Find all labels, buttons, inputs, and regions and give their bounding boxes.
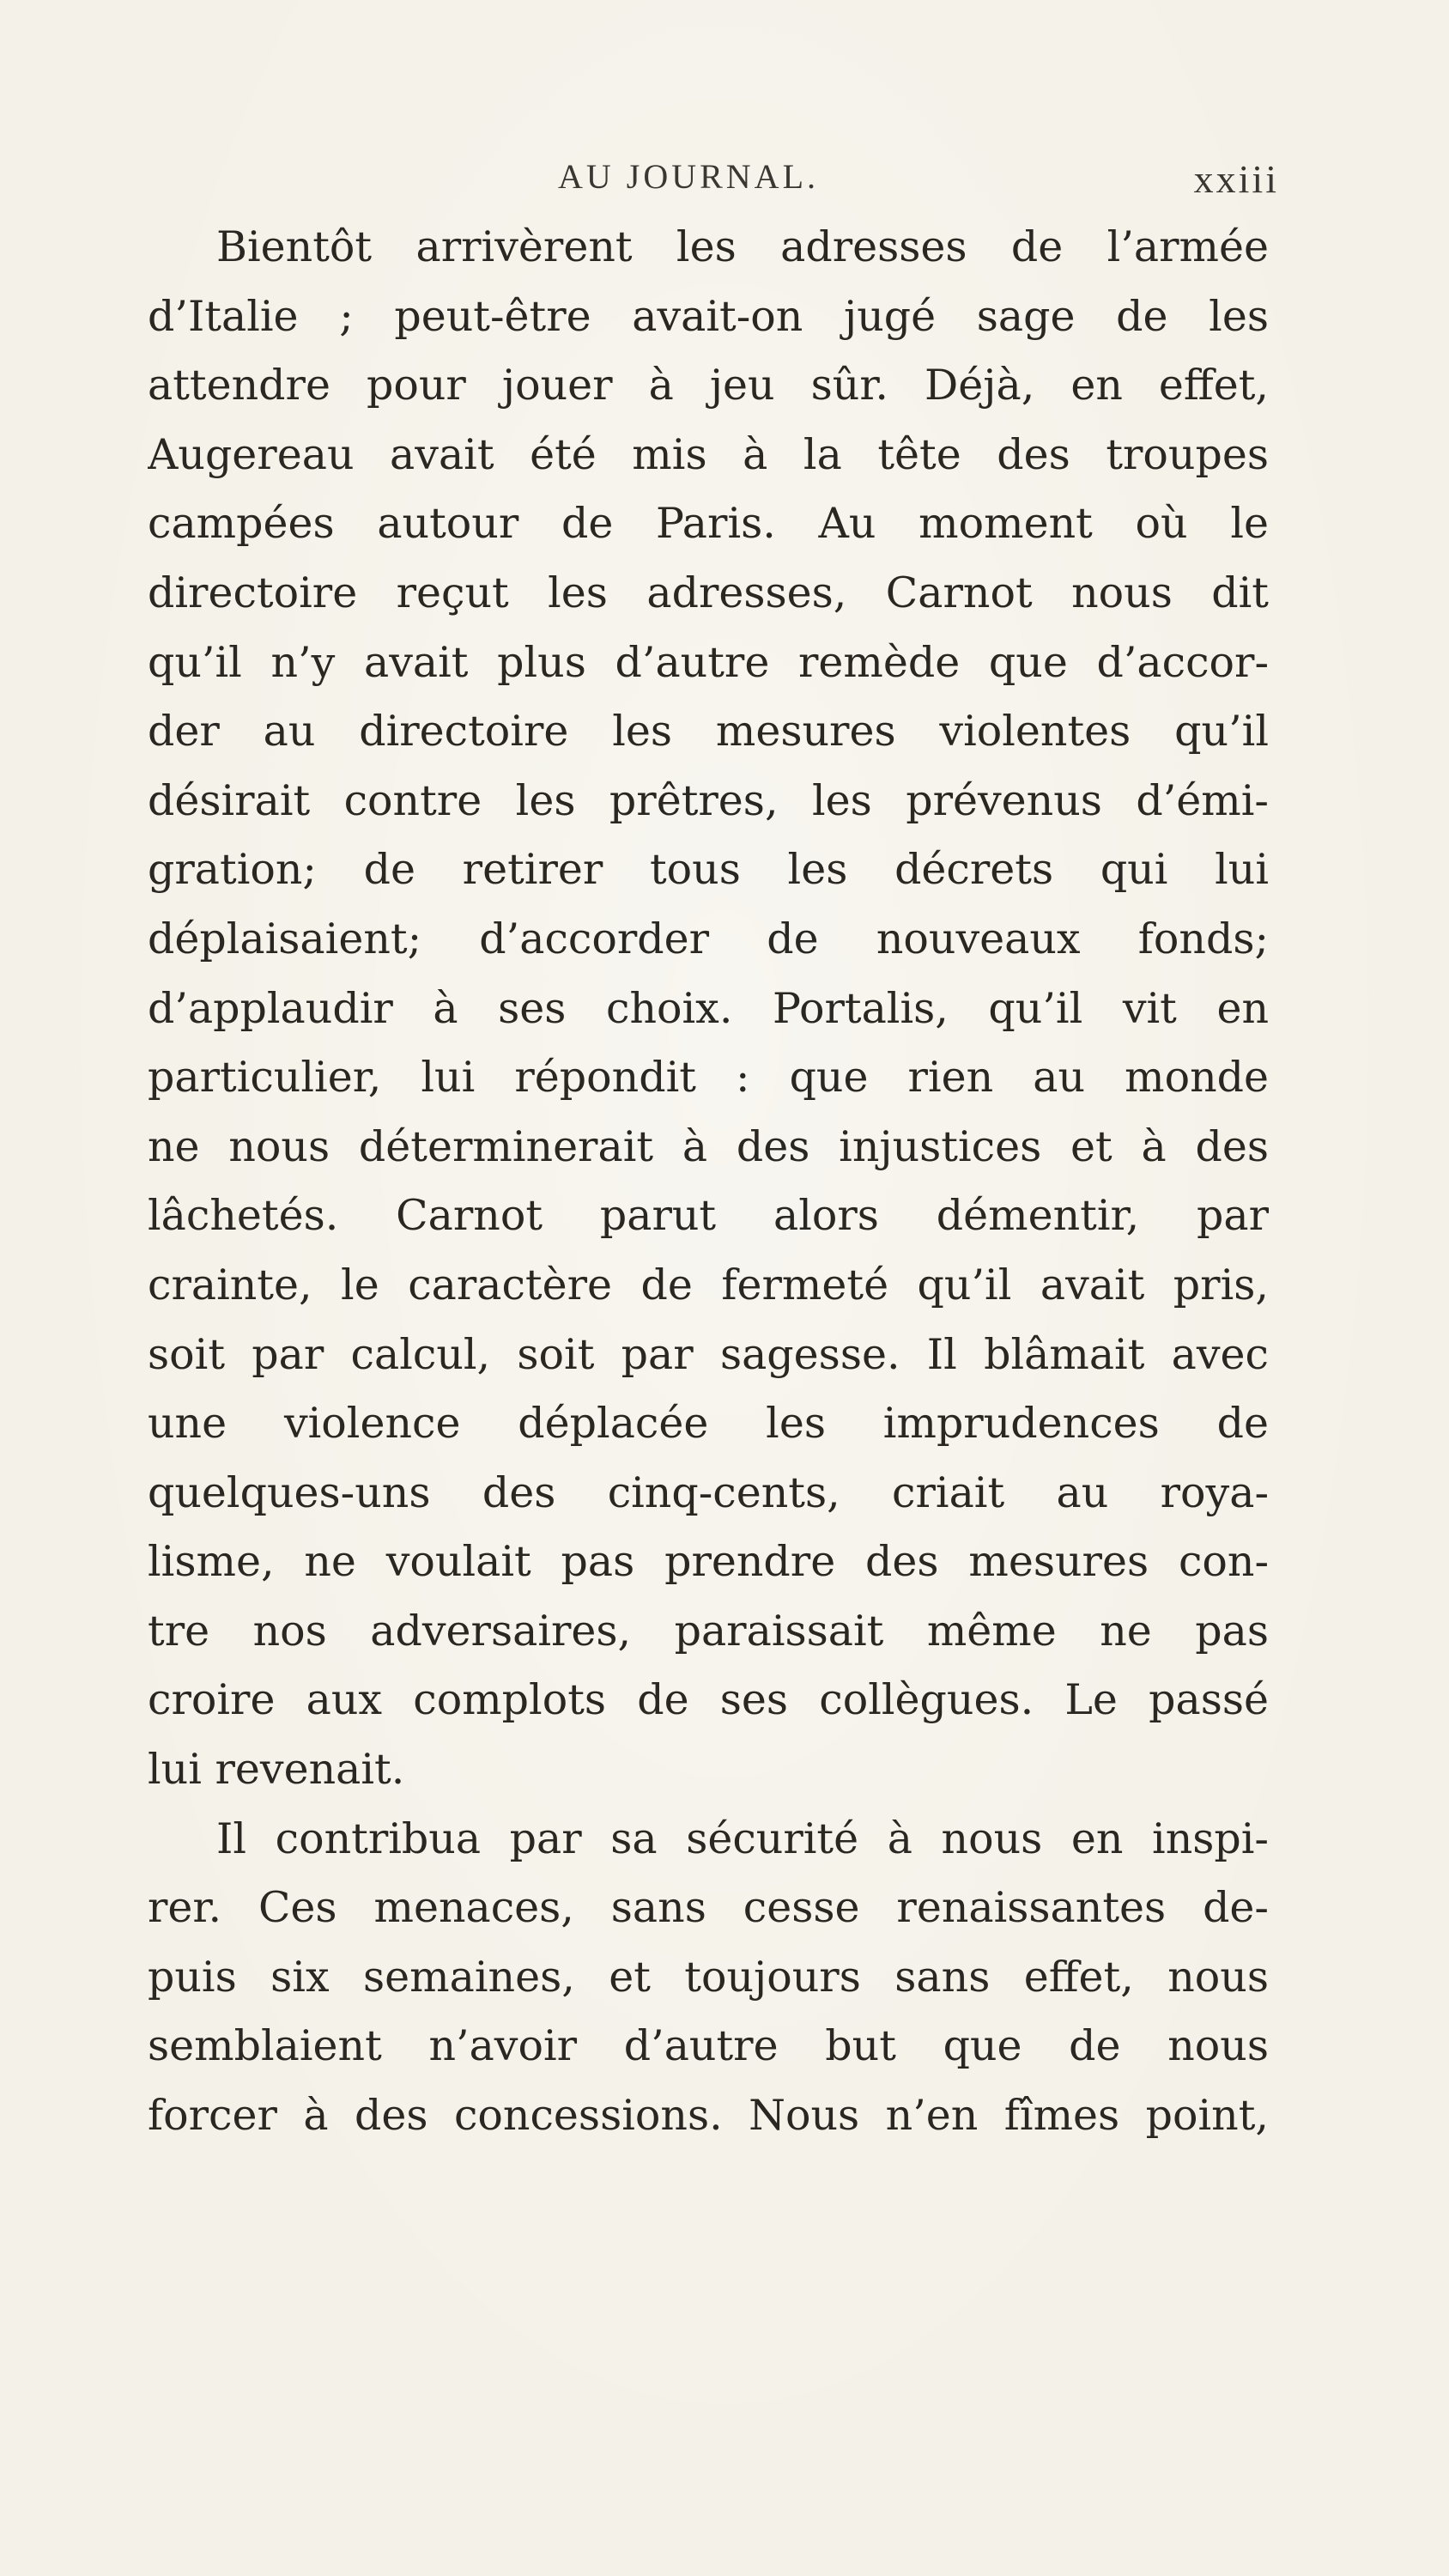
text-line: campées autour de Paris. Au moment où le: [148, 499, 1269, 549]
text-line: qu’il n’y avait plus d’autre remède que d’accor-: [148, 637, 1269, 687]
text-line: particulier, lui répondit : que rien au monde: [148, 1053, 1269, 1103]
text-line: d’Italie ; peut-être avait-on jugé sage de les: [148, 291, 1269, 341]
text-line: Il contribua par sa sécurité à nous en inspi-: [216, 1814, 1269, 1863]
text-line: lui revenait.: [148, 1745, 405, 1795]
text-line: tre nos adversaires, paraissait même ne pas: [148, 1606, 1269, 1656]
text-line: gration; de retirer tous les décrets qui lui: [148, 845, 1269, 895]
text-line: quelques-uns des cinq-cents, criait au roya-: [148, 1467, 1269, 1517]
running-title: AU JOURNAL.: [558, 157, 819, 196]
text-line: directoire reçut les adresses, Carnot nous dit: [148, 568, 1269, 617]
text-line: soit par calcul, soit par sagesse. Il blâmait avec: [148, 1329, 1269, 1379]
text-line: ne nous déterminerait à des injustices et à des: [148, 1121, 1269, 1171]
text-line: puis six semaines, et toujours sans effet, nous: [148, 1952, 1269, 2002]
page-number: xxiii: [1193, 157, 1279, 201]
text-line: rer. Ces menaces, sans cesse renaissantes de-: [148, 1883, 1269, 1933]
text-line: forcer à des concessions. Nous n’en fîmes point,: [148, 2091, 1269, 2141]
text-line: d’applaudir à ses choix. Portalis, qu’il vit en: [148, 983, 1269, 1033]
text-line: lisme, ne voulait pas prendre des mesures con-: [148, 1537, 1269, 1587]
text-line: der au directoire les mesures violentes qu’il: [148, 707, 1269, 756]
body-text: [148, 213, 1269, 2151]
text-line: désirait contre les prêtres, les prévenus d’émi-: [148, 775, 1269, 825]
text-line: crainte, le caractère de fermeté qu’il avait pris,: [148, 1260, 1269, 1309]
text-line: attendre pour jouer à jeu sûr. Déjà, en effet,: [148, 361, 1269, 410]
text-line: une violence déplacée les imprudences de: [148, 1399, 1269, 1449]
text-line: Bientôt arrivèrent les adresses de l’armée: [216, 222, 1269, 271]
text-line: lâchetés. Carnot parut alors démentir, par: [148, 1191, 1269, 1241]
text-line: croire aux complots de ses collègues. Le passé: [148, 1675, 1269, 1725]
text-line: déplaisaient; d’accorder de nouveaux fonds;: [148, 914, 1269, 963]
page-header: [155, 156, 1279, 208]
text-line: Augereau avait été mis à la tête des troupes: [148, 429, 1269, 479]
text-line: semblaient n’avoir d’autre but que de nous: [148, 2021, 1269, 2071]
